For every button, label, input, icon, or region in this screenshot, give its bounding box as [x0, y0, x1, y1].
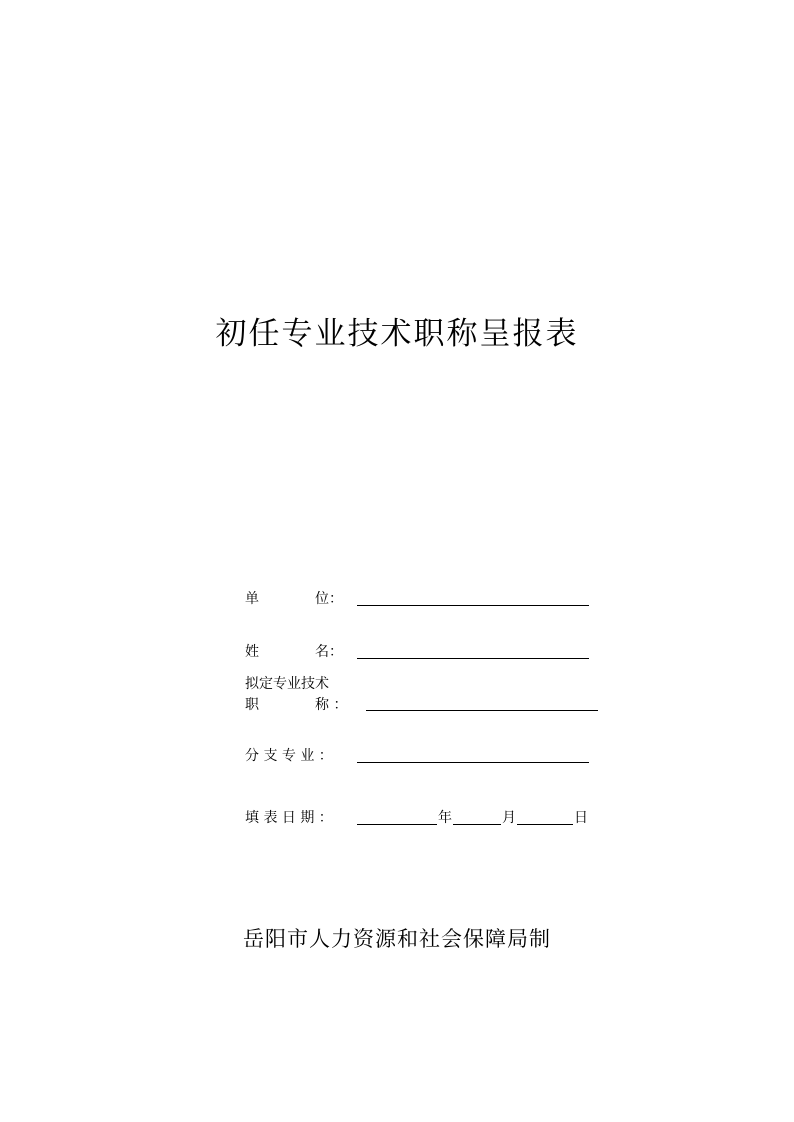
proposed-title-label-line2: 职 称 ：: [245, 697, 348, 713]
specialty-field-line[interactable]: [357, 762, 589, 763]
issuer-text: 岳阳市人力资源和社会保障局制: [243, 927, 551, 951]
specialty-label: 分 支 专 业 ：: [245, 748, 333, 764]
month-unit: 月: [502, 810, 516, 826]
month-field-line[interactable]: [453, 824, 501, 825]
day-unit: 日: [574, 810, 588, 826]
year-unit: 年: [438, 810, 452, 826]
unit-field-line[interactable]: [357, 605, 589, 606]
name-field-line[interactable]: [357, 658, 589, 659]
proposed-title-label-line1: 拟定专业技术: [245, 676, 329, 692]
day-field-line[interactable]: [517, 824, 573, 825]
document-title: 初任专业技术职称呈报表: [215, 316, 579, 352]
name-label: 姓 名：: [245, 644, 343, 660]
fill-date-label: 填 表 日 期 ：: [245, 810, 333, 826]
year-field-line[interactable]: [357, 824, 437, 825]
unit-label: 单 位：: [245, 591, 343, 607]
proposed-title-field-line[interactable]: [366, 710, 598, 711]
